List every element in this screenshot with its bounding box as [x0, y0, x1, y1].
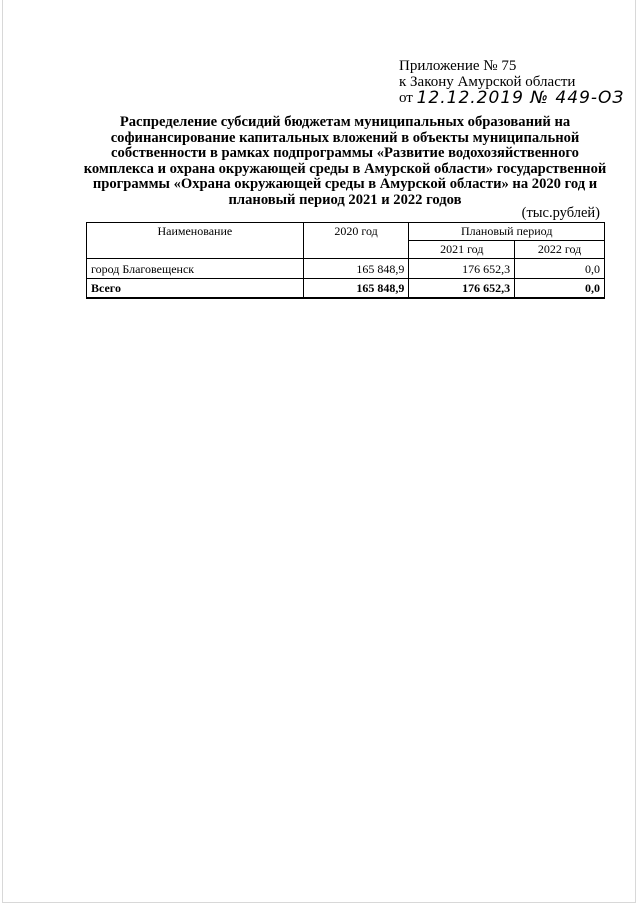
header-2022: 2022 год: [515, 241, 605, 259]
subsidy-table: [86, 222, 605, 299]
table-total-row: [87, 279, 605, 299]
cell-2020: 165 848,9: [303, 259, 409, 279]
appendix-block: [399, 59, 624, 107]
total-2021: 176 652,3: [409, 279, 515, 299]
header-2020: 2020 год: [303, 223, 409, 259]
header-name: Наименование: [87, 223, 304, 259]
table-row: [87, 259, 605, 279]
appendix-date-prefix: от: [399, 90, 413, 106]
total-2022: 0,0: [515, 279, 605, 299]
table-header-row: [87, 223, 605, 241]
appendix-date-line: [399, 90, 624, 107]
total-label: Всего: [87, 279, 304, 299]
cell-2021: 176 652,3: [409, 259, 515, 279]
cell-name: город Благовещенск: [87, 259, 304, 279]
header-plan-period: Плановый период: [409, 223, 605, 241]
appendix-number: Приложение № 75: [399, 58, 517, 74]
header-2021: 2021 год: [409, 241, 515, 259]
total-2020: 165 848,9: [303, 279, 409, 299]
handwritten-date: 12.12.2019 № 449-ОЗ: [416, 88, 625, 108]
document-title: Распределение субсидий бюджетам муниципальных образований на софинансирование капитальных вложений в объекты муниципальной собственности в рамках подпрограммы «Развитие водохозяйственного комплекса и охрана окружающей среды в Амурской области» государственной программы «Охрана окружающей среды в Амурской области» на 2020 год и плановый период 2021 и 2022 годов: [83, 114, 607, 208]
units-label: (тыс.рублей): [521, 205, 600, 221]
appendix-law: к Закону Амурской области: [399, 73, 576, 90]
cell-2022: 0,0: [515, 259, 605, 279]
